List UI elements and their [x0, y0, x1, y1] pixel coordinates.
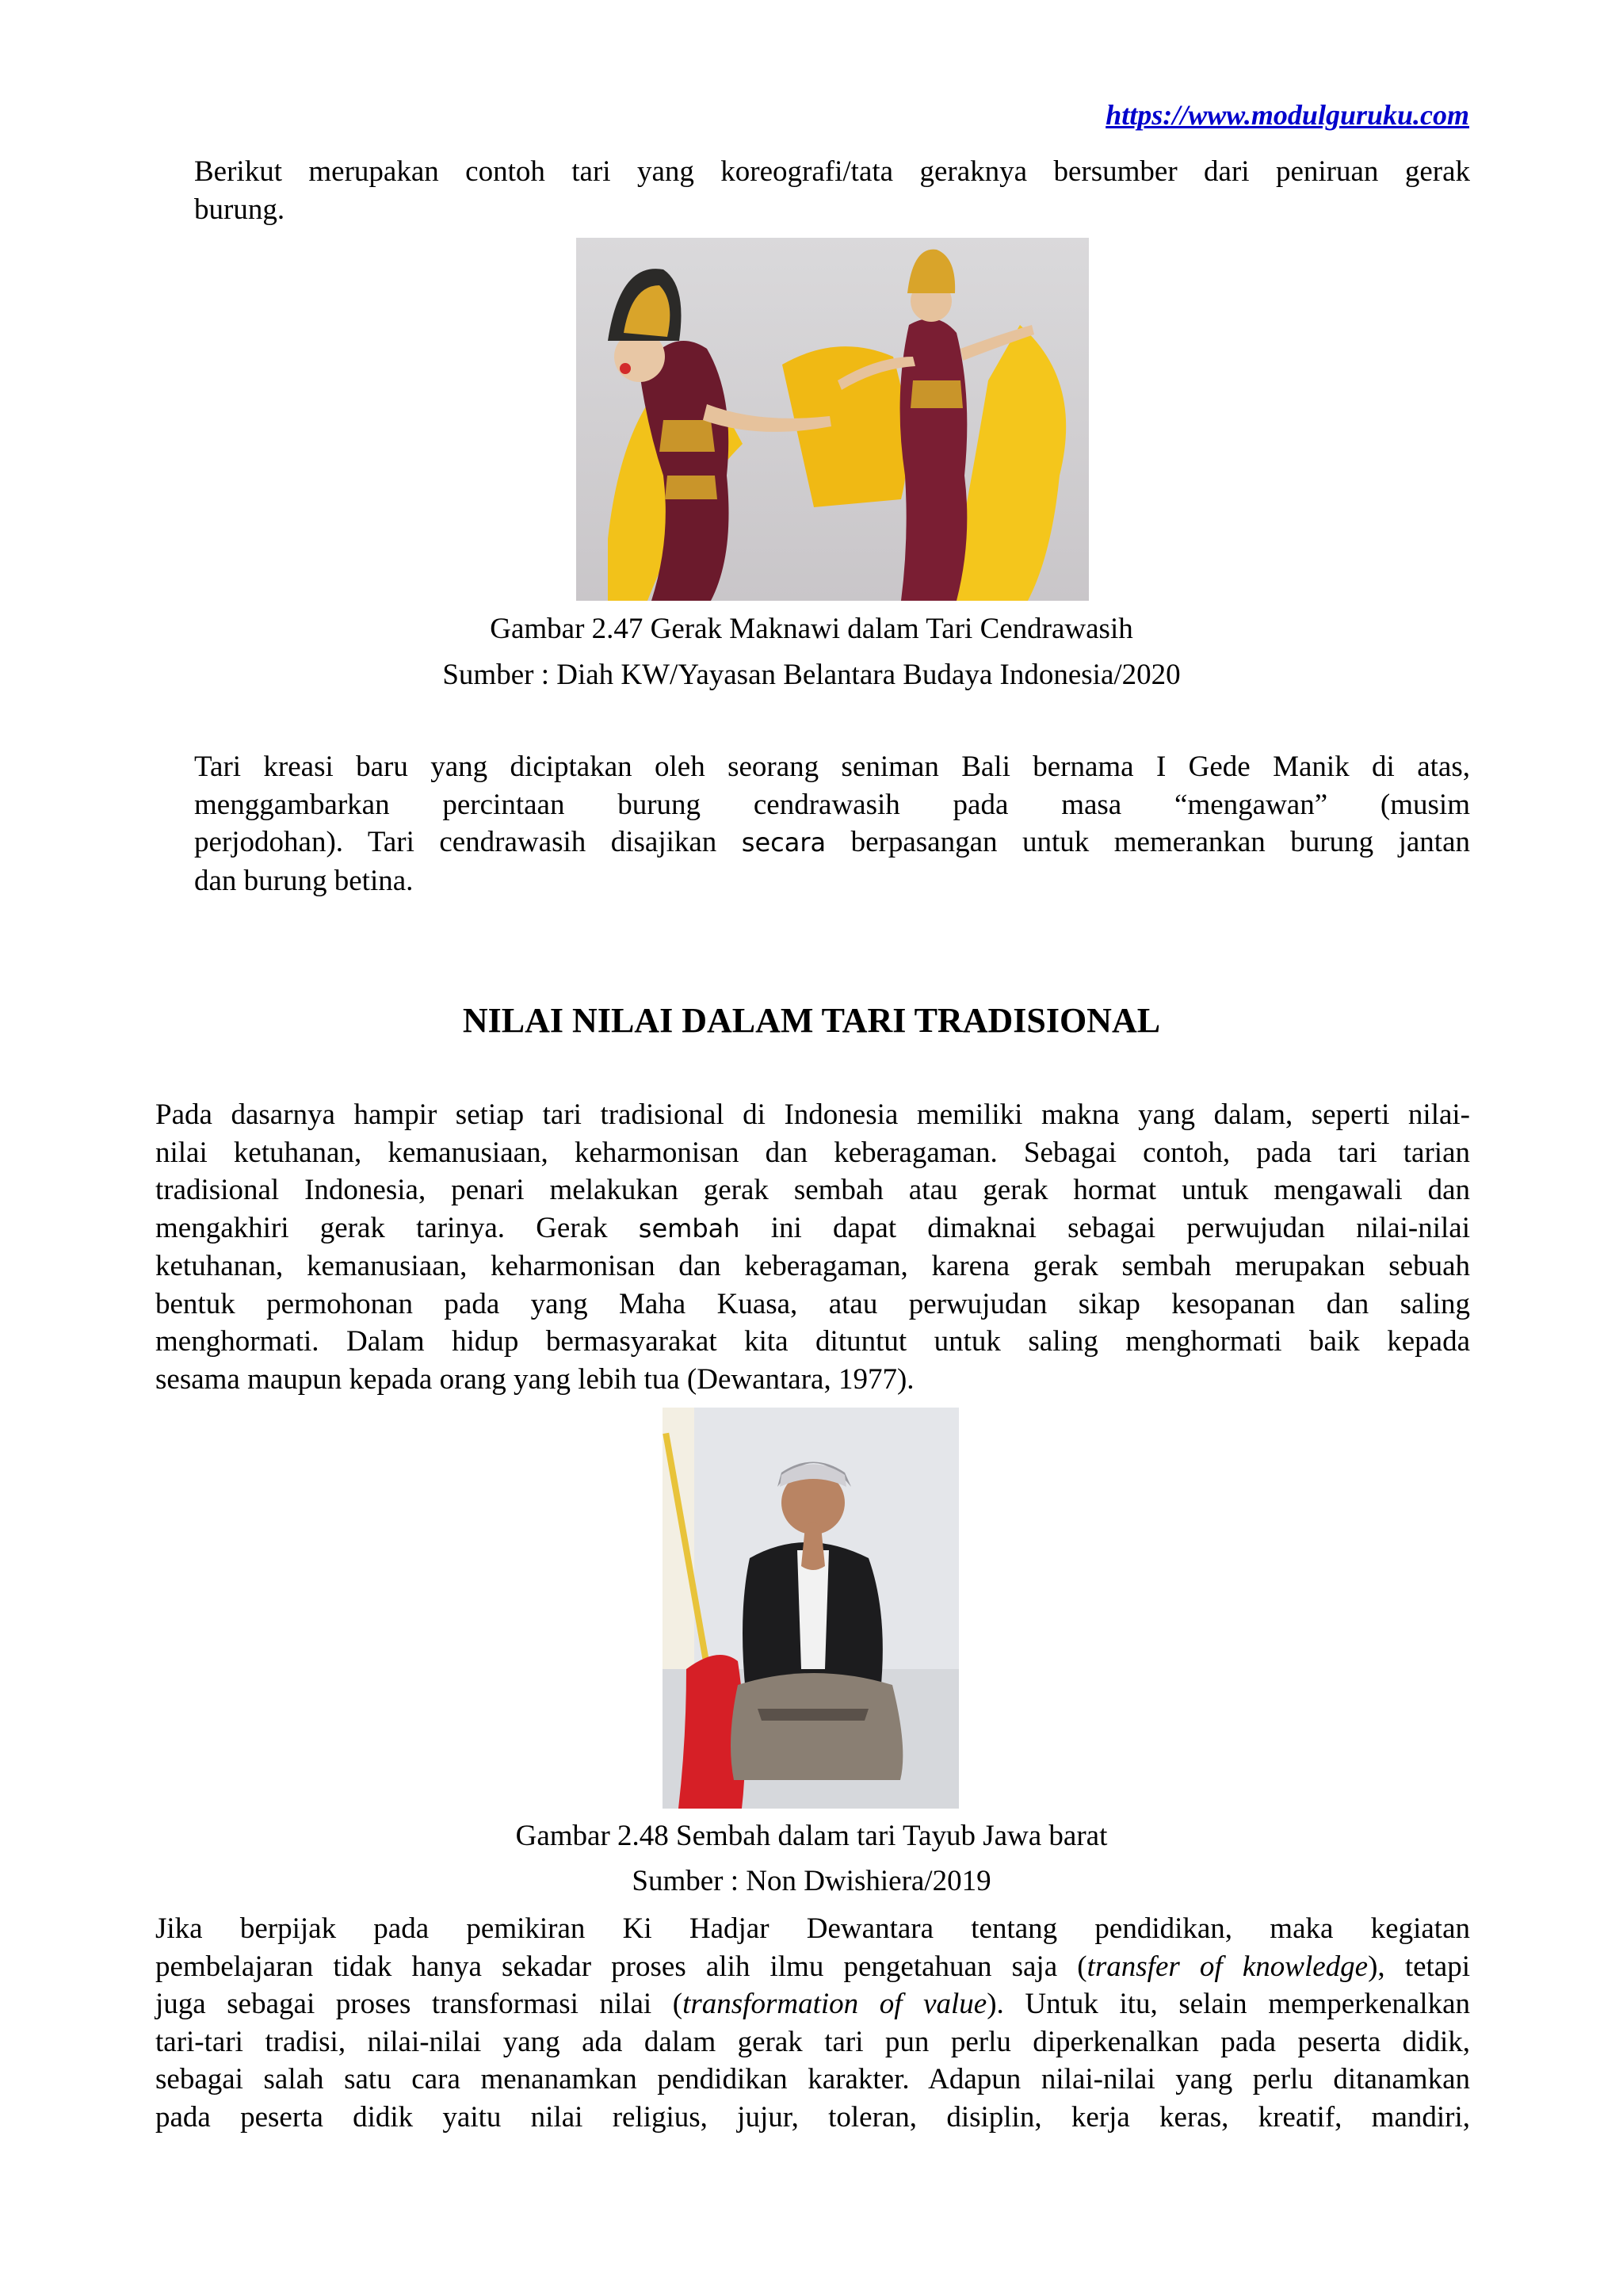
paragraph-line: Pada dasarnya hampir setiap tari tradisional di Indonesia memiliki makna yang dalam, seperti nilai- — [155, 1098, 1470, 1131]
figure1-caption: Gambar 2.47 Gerak Maknawi dalam Tari Cendrawasih — [490, 613, 1133, 645]
paragraph-line: menghormati. Dalam hidup bermasyarakat kita dituntut untuk saling menghormati baik kepada — [155, 1325, 1470, 1358]
header-url-link[interactable]: https://www.modulguruku.com — [1106, 99, 1469, 131]
paragraph-line: mengakhiri gerak tarinya. Gerak sembah ini dapat dimaknai sebagai perwujudan nilai-nilai — [155, 1211, 1470, 1244]
nilai-paragraph — [155, 1096, 1470, 1398]
paragraph-line: menggambarkan percintaan burung cendrawasih pada masa “mengawan” (musim — [194, 788, 1470, 821]
figure2-caption: Gambar 2.48 Sembah dalam tari Tayub Jawa barat — [515, 1820, 1108, 1852]
paragraph-line: nilai ketuhanan, kemanusiaan, keharmonisan dan keberagaman. Sebagai contoh, pada tari tarian — [155, 1136, 1470, 1169]
paragraph-line: dan burung betina. — [194, 864, 414, 897]
paragraph-line: Jika berpijak pada pemikiran Ki Hadjar Dewantara tentang pendidikan, maka kegiatan — [155, 1912, 1470, 1945]
paragraph-line: bentuk permohonan pada yang Maha Kuasa, atau perwujudan sikap kesopanan dan saling — [155, 1287, 1470, 1320]
section-heading: NILAI NILAI DALAM TARI TRADISIONAL — [462, 1001, 1161, 1040]
dewantara-paragraph — [155, 1910, 1470, 2136]
paragraph-line: perjodohan). Tari cendrawasih disajikan secara berpasangan untuk memerankan burung jantan — [194, 826, 1470, 858]
paragraph-line: tradisional Indonesia, penari melakukan gerak sembah atau gerak hormat untuk mengawali dan — [155, 1174, 1470, 1206]
paragraph-line: juga sebagai proses transformasi nilai (transformation of value). Untuk itu, selain memperkenalkan — [155, 1988, 1470, 2020]
intro-line: Berikut merupakan contoh tari yang koreografi/tata geraknya bersumber dari peniruan gerak — [194, 155, 1470, 188]
sembah-dancer-photo — [663, 1408, 959, 1809]
cendrawasih-dancers-photo — [576, 238, 1089, 601]
paragraph-line: sesama maupun kepada orang yang lebih tua (Dewantara, 1977). — [155, 1362, 915, 1396]
intro-line: burung. — [194, 193, 285, 226]
figure2-source: Sumber : Non Dwishiera/2019 — [632, 1865, 991, 1897]
cendrawasih-paragraph — [194, 748, 1470, 900]
paragraph-line: pada peserta didik yaitu nilai religius, jujur, toleran, disiplin, kerja keras, kreatif, mandiri, — [155, 2100, 1470, 2134]
paragraph-line: tari-tari tradisi, nilai-nilai yang ada dalam gerak tari pun perlu diperkenalkan pada peserta didik, — [155, 2025, 1470, 2058]
paragraph-line: Tari kreasi baru yang diciptakan oleh seorang seniman Bali bernama I Gede Manik di atas, — [194, 751, 1470, 783]
paragraph-line: ketuhanan, kemanusiaan, keharmonisan dan keberagaman, karena gerak sembah merupakan sebuah — [155, 1250, 1470, 1282]
paragraph-line: sebagai salah satu cara menanamkan pendidikan karakter. Adapun nilai-nilai yang perlu ditanamkan — [155, 2063, 1470, 2095]
intro-paragraph — [194, 153, 1470, 228]
figure1-source: Sumber : Diah KW/Yayasan Belantara Budaya Indonesia/2020 — [442, 659, 1181, 691]
paragraph-line: pembelajaran tidak hanya sekadar proses alih ilmu pengetahuan saja (transfer of knowledge), tetapi — [155, 1950, 1470, 1983]
